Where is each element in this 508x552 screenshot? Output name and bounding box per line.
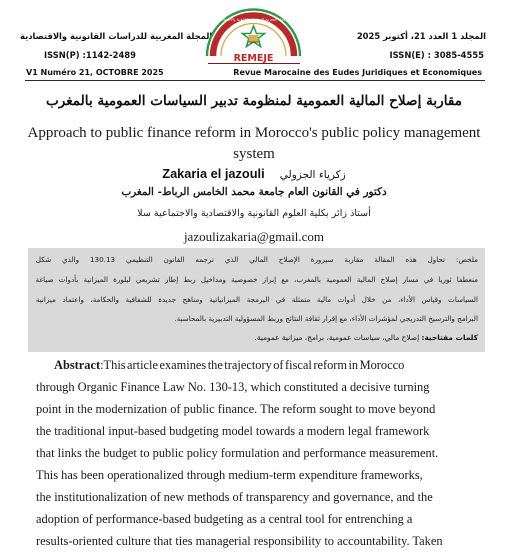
author-email[interactable]: jazoulizakaria@gmail.com xyxy=(183,229,325,244)
author-name-arabic: زكرياء الجزولي xyxy=(279,169,346,181)
journal-logo xyxy=(201,6,306,64)
abstract-label: Abstract xyxy=(54,358,101,372)
arabic-abstract-line: السياسات وقياس الأداء، من خلال أدوات مالية متمثلة في البرمجة الميزانياتية ومناهج جديدة للشفافية والحكامة، واعتماد ميزانية xyxy=(35,295,478,304)
issue-arabic: المجلد 1 العدد 21، أكتوبر 2025 xyxy=(356,31,486,41)
issn-print: ISSN(P) :1142-2489 xyxy=(44,50,136,60)
english-abstract-line: the traditional input-based budgeting model towards a modern legal framework xyxy=(36,424,430,438)
remeje-emblem xyxy=(201,6,306,64)
english-abstract-line: point in the modernization of public finance. The reform sought to move beyond xyxy=(36,402,436,416)
author-position: أستاذ زائر بكلية العلوم القانونية والاقتصادية والاجتماعية سلا xyxy=(137,208,371,219)
arabic-keywords xyxy=(255,333,478,342)
journal-name-french: Revue Marocaine des Eudes Juridiques et Economiques xyxy=(233,68,482,77)
article-title-arabic: مقاربة إصلاح المالية العمومية لمنظومة تدبير السياسات العمومية بالمغرب xyxy=(45,93,463,109)
logo-arc-text: المجلة المغربية للدراسات القانونية والاقتصادية xyxy=(219,17,288,22)
article-title-english-line1: Approach to public finance reform in Morocco's public policy management xyxy=(27,125,481,141)
english-abstract-line: This has been operationalized through medium-term expenditure frameworks, xyxy=(36,468,423,482)
keywords-label: كلمات مفتاحية: xyxy=(421,333,478,342)
english-abstract-line: through Organic Finance Law No. 130-13, which constituted a decisive turning xyxy=(36,380,430,394)
english-abstract-line: adoption of performance-based budgeting as a central tool for entrenching a xyxy=(36,512,413,526)
header-divider xyxy=(25,80,485,81)
english-abstract-line xyxy=(54,358,504,373)
logo-underline xyxy=(208,63,300,64)
keywords-list: إصلاح مالي، سياسات عمومية، برامج، ميزانية عمومية. xyxy=(254,333,422,342)
english-abstract-line: that links the budget to public policy formulation and performance measurement. xyxy=(36,446,439,460)
english-abstract-line: the institutionalization of new methods of transparency and governance, and the xyxy=(36,490,433,504)
author-name-english: Zakaria el jazouli xyxy=(162,166,265,181)
author-affiliation: دكتور في القانون العام جامعة محمد الخامس الرباط- المغرب xyxy=(121,186,387,198)
journal-header xyxy=(0,0,508,80)
article-title-english-line2: system xyxy=(233,146,275,162)
issue-french: V1 Numéro 21, OCTOBRE 2025 xyxy=(26,68,164,77)
issn-electronic: ISSN(E) : 3085-4555 xyxy=(389,50,484,60)
arabic-abstract-line: منعطفا ثوريا في مسار إصلاح المالية العمومية بالمغرب، مع إبراز خصوصية ومداخيل ربط إطار تشريعي لبلورة الميزانية بأدوات صياغة xyxy=(35,275,478,284)
logo-wordmark: REMEJE xyxy=(233,53,274,64)
abstract-first-line: :This article examines the trajectory of fiscal reform in Morocco xyxy=(100,358,405,372)
arabic-abstract-line: ملخص: تحاول هذه المقالة مقاربة سيرورة الإصلاح المالي الذي ترجمه القانون التنظيمي 130.13 والذي شكل xyxy=(35,255,478,264)
english-abstract-line: results-oriented culture that ties managerial responsibility to accountability. Taken xyxy=(36,534,443,548)
arabic-abstract-line: البرامج والترسيخ التدريجي لمؤشرات الأداء، مع إقرار ثقافة النتائج وربط المسؤولية التدبيرية بالمحاسبة. xyxy=(174,314,478,323)
article-title-english xyxy=(20,123,488,165)
arabic-abstract-box xyxy=(28,248,485,352)
author-line xyxy=(0,163,508,182)
journal-name-arabic: المجلة المغربية للدراسات القانونية والاقتصادية xyxy=(20,31,213,41)
